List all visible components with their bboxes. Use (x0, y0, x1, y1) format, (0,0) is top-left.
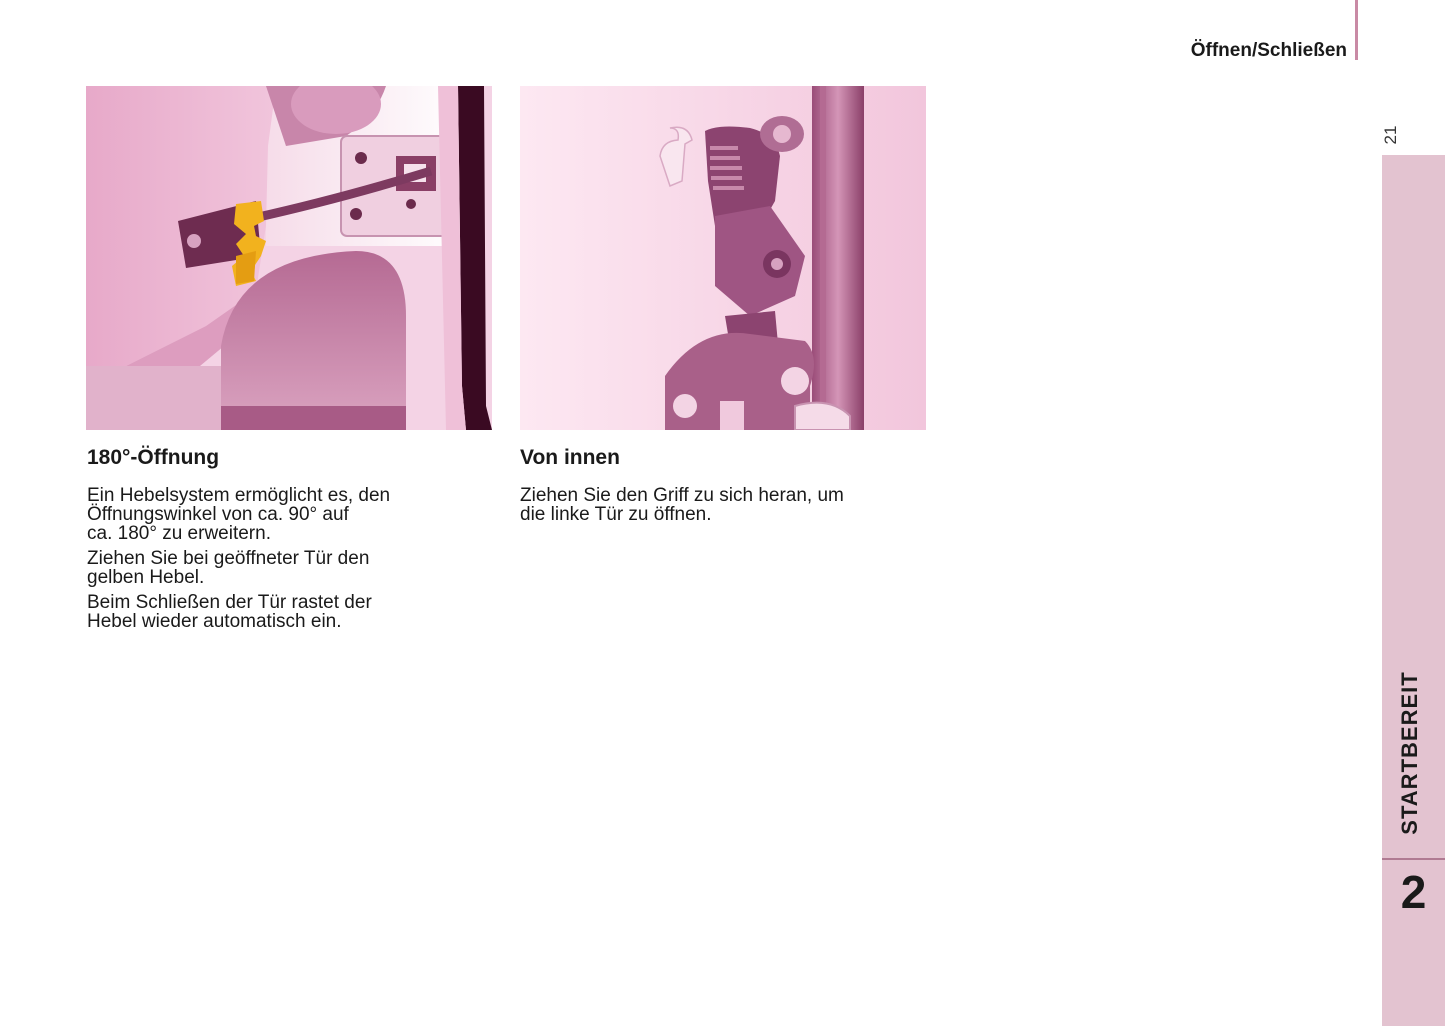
interior-handle-illustration (520, 86, 926, 430)
paragraph: Ein Hebelsystem ermöglicht es, den Öffnungswinkel von ca. 90° auf ca. 180° zu erweitern. (87, 485, 391, 544)
page-number: 21 (1381, 125, 1400, 145)
chapter-tab-label-text: STARTBEREIT (1397, 670, 1422, 835)
header-divider (1355, 0, 1358, 60)
section-heading: Von innen (520, 446, 620, 469)
section-heading: 180°-Öffnung (87, 446, 220, 469)
door-lever-illustration (86, 86, 492, 430)
section-180-opening (87, 446, 487, 637)
page-section-title: Öffnen/Schließen (1190, 40, 1347, 61)
paragraph: Beim Schließen der Tür rastet der Hebel wieder automatisch ein. (87, 592, 372, 632)
chapter-tab-divider (1382, 858, 1445, 860)
section-from-inside (520, 446, 920, 530)
chapter-tab-label (1390, 660, 1430, 845)
paragraph: Ziehen Sie bei geöffneter Tür den gelben Hebel. (87, 548, 370, 588)
paragraph: Ziehen Sie den Griff zu sich heran, um die linke Tür zu öffnen. (520, 485, 844, 525)
chapter-number: 2 (1400, 866, 1427, 918)
